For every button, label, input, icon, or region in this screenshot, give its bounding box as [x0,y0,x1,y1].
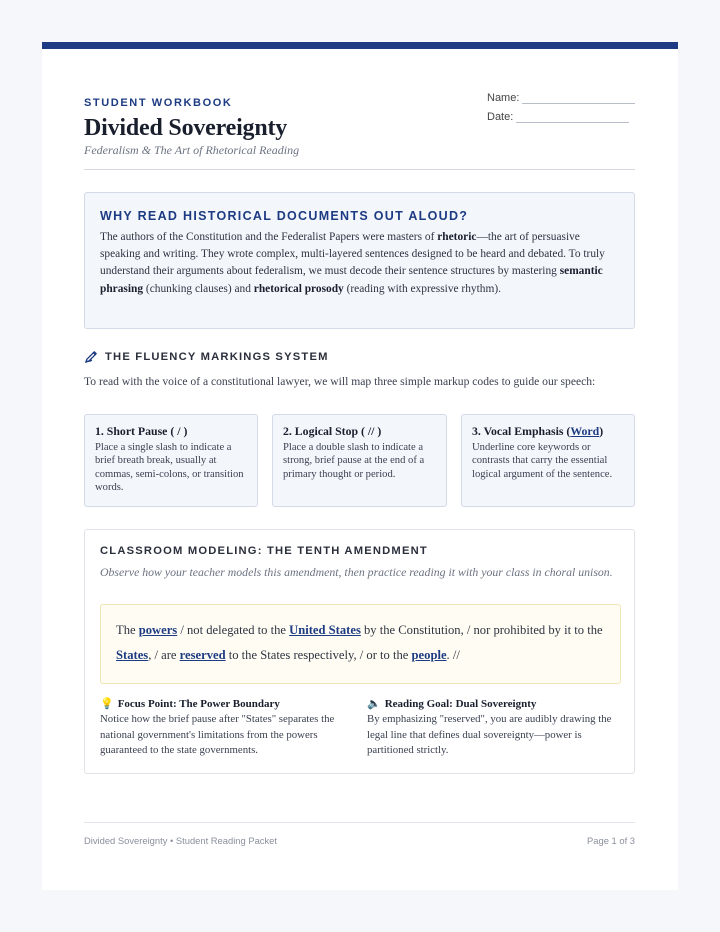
marking-card-logical-stop [272,414,447,507]
why-text-4: (reading with expressive rhythm). [343,282,501,295]
top-accent-bar [42,42,678,49]
marking-card-short-pause [84,414,258,507]
modeling-heading: CLASSROOM MODELING: THE TENTH AMENDMENT [100,545,428,557]
why-text-2: —the art of persuasive speaking and writing. They wrote complex, multi-layered sentences designed to be heard and debated. To truly understand their arguments about federalism, we must decode their sentence structures by mastering [100,231,605,278]
why-text-3: (chunking clauses) and [143,282,254,295]
marking-card-body: Place a single slash to indicate a brief breath break, usually at commas, semi-colons, or transition words. [95,442,244,494]
modeling-intro: Observe how your teacher models this amendment, then practice reading it with your class in choral unison. [100,565,613,579]
marking-card-title-post: ) [599,424,604,438]
date-field[interactable] [487,111,629,123]
focus-point-title-text: Focus Point: The Power Boundary [117,697,280,710]
name-label: Name: [487,92,520,104]
focus-point-title [100,697,354,710]
name-field[interactable] [487,92,635,104]
passage-emphasis: States [116,648,149,662]
speaker-icon: 🔈 [367,698,381,710]
marking-card-body: Underline core keywords or contrasts that carry the essential logical argument of the sentence. [472,442,613,480]
marking-card-body: Place a double slash to indicate a strong, brief pause at the end of a primary thought or period. [283,442,425,480]
passage-emphasis: powers [138,623,178,637]
why-text-1: The authors of the Constitution and the Federalist Papers were masters of [100,231,438,243]
why-read-aloud-panel [84,192,635,329]
marking-card-title: 1. Short Pause ( / ) [95,424,188,438]
date-label: Date: [487,111,514,123]
page-subtitle: Federalism & The Art of Rhetorical Reading [84,143,300,157]
worksheet-page [42,42,678,890]
why-bold-rhetoric: rhetoric [437,231,477,243]
pen-nib-icon [84,349,99,364]
passage-text: / not delegated to the [177,623,290,637]
reading-goal-title [367,697,621,710]
workbook-eyebrow: STUDENT WORKBOOK [84,97,233,109]
date-line[interactable] [516,113,629,123]
passage-text: The [116,623,139,637]
passage-text: to the States respectively, / or to the [225,648,412,662]
lightbulb-icon: 💡 [100,698,114,710]
why-paragraph [100,229,620,298]
header-divider [84,169,635,170]
marking-card-vocal-emphasis [461,414,635,507]
passage-emphasis: United States [289,623,361,637]
fluency-heading: THE FLUENCY MARKINGS SYSTEM [105,350,329,363]
why-heading: WHY READ HISTORICAL DOCUMENTS OUT ALOUD? [100,209,469,223]
reading-goal-body: By emphasizing "reserved", you are audibly drawing the legal line that defines dual sovereignty—power is partitioned strictly. [367,713,612,757]
why-bold-rhetorical-prosody: rhetorical prosody [253,282,344,295]
marking-card-title-word: Word [570,424,600,438]
fluency-intro: To read with the voice of a constitutional lawyer, we will map three simple markup codes to guide our speech: [84,375,596,388]
tenth-amendment-passage [100,604,621,684]
reading-goal-title-text: Reading Goal: Dual Sovereignty [384,697,537,710]
why-bold-semantic-phrasing: semantic phrasing [100,265,603,295]
marking-card-title [472,424,624,439]
classroom-modeling-panel [84,529,635,774]
marking-card-title: 2. Logical Stop ( // ) [283,424,382,438]
marking-card-title-pre: 3. Vocal Emphasis ( [472,424,571,438]
passage-text: , / are [148,648,180,662]
page-title: Divided Sovereignty [84,115,288,141]
passage-emphasis: reserved [179,648,226,662]
fluency-section-header [84,349,329,364]
passage-emphasis: people [411,648,447,662]
name-line[interactable] [522,94,635,104]
footer-page-number: Page 1 of 3 [587,835,635,846]
passage-text: by the Constitution, / nor prohibited by it to the [360,623,603,637]
focus-point [100,697,354,759]
footer-divider [84,822,635,823]
footer-packet-label: Divided Sovereignty • Student Reading Packet [84,835,277,846]
reading-goal [367,697,621,759]
passage-text: . // [446,648,460,662]
focus-point-body: Notice how the brief pause after "States" separates the national government's limitations from the powers guaranteed to the state governments. [100,713,335,757]
